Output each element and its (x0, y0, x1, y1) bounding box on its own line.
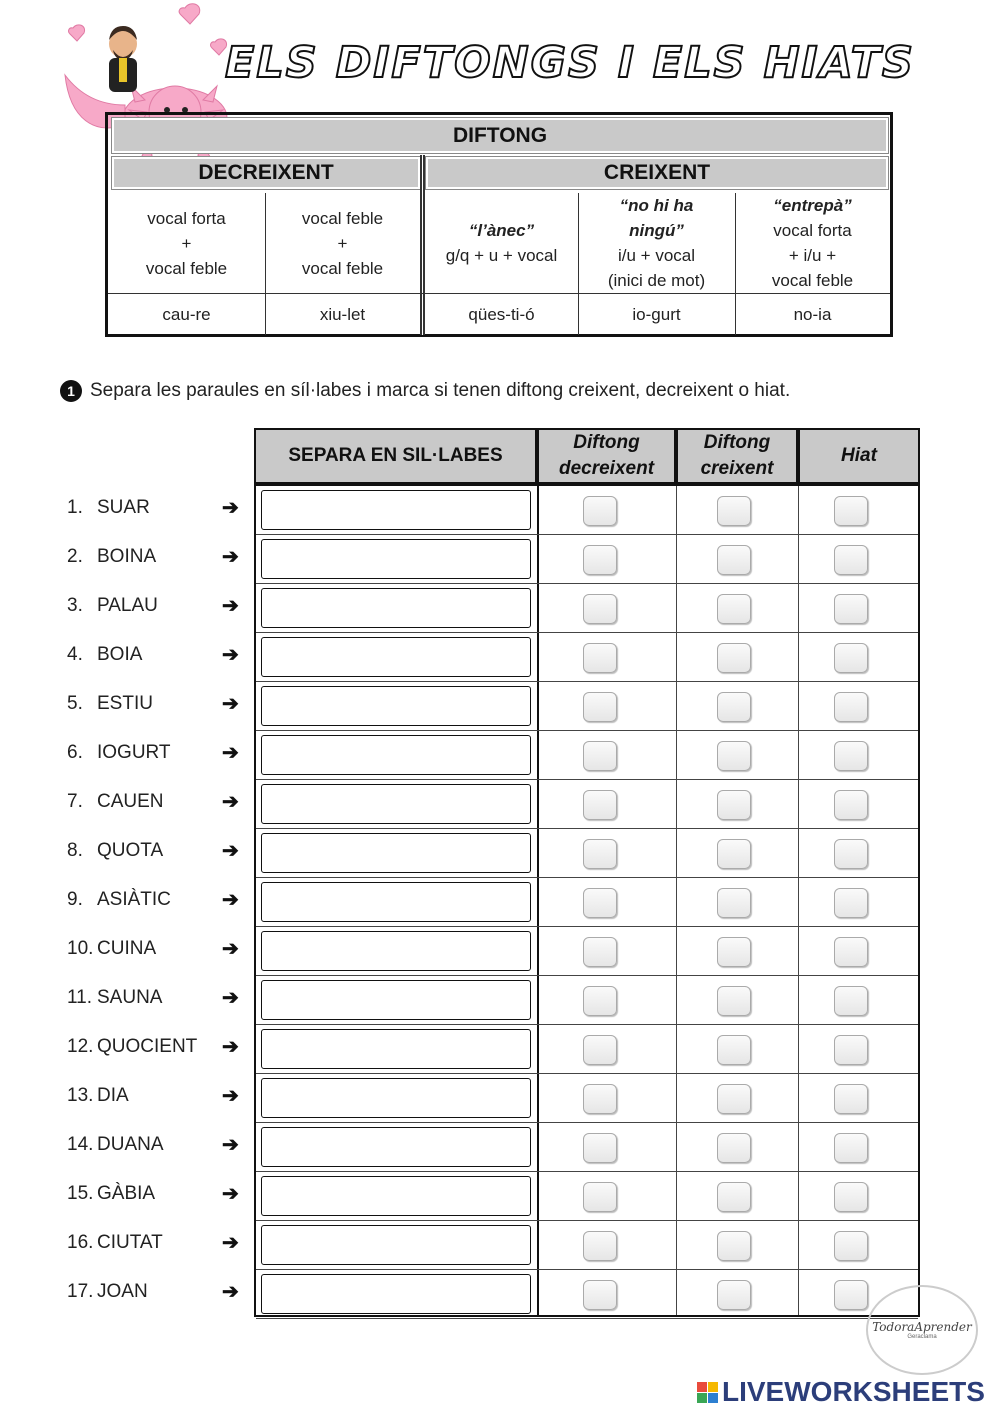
syllable-input[interactable] (261, 539, 531, 579)
syllable-input[interactable] (261, 931, 531, 971)
rule-line: vocal feble (771, 271, 854, 290)
rule-creixent-1 (425, 193, 578, 293)
column-header-label: Diftong creixent (700, 432, 774, 479)
rule-line: vocal feble (301, 258, 384, 278)
arrow-icon: ➔ (222, 693, 239, 715)
word-label (67, 938, 156, 960)
diftong-creixent-checkbox[interactable] (717, 594, 751, 624)
table-row (256, 535, 918, 584)
diftong-creixent-checkbox[interactable] (717, 1035, 751, 1065)
arrow-icon: ➔ (222, 889, 239, 911)
word-number: 12. (67, 1036, 94, 1057)
rule-heading: “entrepà” (773, 196, 852, 215)
table-row (256, 584, 918, 633)
diftong-decreixent-checkbox[interactable] (583, 692, 617, 722)
rule-creixent-3 (735, 193, 890, 293)
hiat-checkbox[interactable] (834, 888, 868, 918)
rule-line: vocal forta (147, 208, 226, 228)
syllable-input[interactable] (261, 1225, 531, 1265)
rule-line: + (337, 233, 348, 253)
table-row (256, 780, 918, 829)
word-number: 4. (67, 644, 83, 665)
rule-decreixent-1 (108, 193, 265, 293)
hiat-checkbox[interactable] (834, 986, 868, 1016)
arrow-icon: ➔ (222, 938, 239, 960)
word-text: BOINA (97, 546, 157, 567)
arrow-icon: ➔ (222, 987, 239, 1009)
rule-line: vocal forta (773, 221, 852, 240)
word-number: 1. (67, 497, 83, 518)
diftong-creixent-checkbox[interactable] (717, 1084, 751, 1114)
diftong-decreixent-checkbox[interactable] (583, 1133, 617, 1163)
arrow-icon: ➔ (222, 1232, 239, 1254)
arrow-icon: ➔ (222, 742, 239, 764)
word-label (67, 840, 163, 862)
arrow-icon: ➔ (222, 595, 239, 617)
rule-decreixent-2 (265, 193, 420, 293)
hiat-checkbox[interactable] (834, 741, 868, 771)
hiat-checkbox[interactable] (834, 1084, 868, 1114)
syllable-input[interactable] (261, 686, 531, 726)
instruction (60, 380, 790, 402)
table-row (256, 878, 918, 927)
word-label (67, 1134, 164, 1156)
word-number: 7. (67, 791, 83, 812)
diftong-creixent-checkbox[interactable] (717, 937, 751, 967)
syllable-input[interactable] (261, 1127, 531, 1167)
table-row (256, 829, 918, 878)
table-row (256, 1172, 918, 1221)
hiat-checkbox[interactable] (834, 790, 868, 820)
arrow-icon: ➔ (222, 1183, 239, 1205)
table-row (256, 927, 918, 976)
hiat-checkbox[interactable] (834, 1035, 868, 1065)
word-number: 3. (67, 595, 83, 616)
creixent-header: CREIXENT (426, 157, 888, 189)
table-row (256, 1074, 918, 1123)
word-label (67, 889, 171, 911)
rule-line: + i/u + (788, 246, 837, 265)
word-number: 5. (67, 693, 83, 714)
word-label (67, 1281, 148, 1303)
diftong-creixent-checkbox[interactable] (717, 545, 751, 575)
word-text: QUOCIENT (97, 1036, 198, 1057)
rule-line: (inici de mot) (607, 271, 706, 290)
brand-logo (697, 1376, 985, 1408)
author-stamp (866, 1285, 978, 1375)
hiat-checkbox[interactable] (834, 1133, 868, 1163)
diftong-creixent-checkbox[interactable] (717, 986, 751, 1016)
column-header-syllables: SEPARA EN SIL·LABES (254, 428, 537, 484)
diftong-decreixent-checkbox[interactable] (583, 1280, 617, 1310)
diftong-creixent-checkbox[interactable] (717, 692, 751, 722)
hiat-checkbox[interactable] (834, 692, 868, 722)
word-number: 2. (67, 546, 83, 567)
syllable-input[interactable] (261, 784, 531, 824)
arrow-icon: ➔ (222, 546, 239, 568)
word-number: 15. (67, 1183, 94, 1204)
rule-heading: “l’ànec” (468, 221, 535, 240)
arrow-icon: ➔ (222, 840, 239, 862)
word-text: CUINA (97, 938, 157, 959)
syllable-input[interactable] (261, 588, 531, 628)
word-text: IOGURT (97, 742, 171, 763)
word-text: PALAU (97, 595, 158, 616)
word-label (67, 644, 142, 666)
instruction-number: 1 (60, 380, 82, 402)
arrow-icon: ➔ (222, 1134, 239, 1156)
arrow-icon: ➔ (222, 791, 239, 813)
syllable-input[interactable] (261, 637, 531, 677)
rule-line: vocal feble (145, 258, 228, 278)
syllable-input[interactable] (261, 735, 531, 775)
column-header-label: Diftong decreixent (558, 432, 655, 479)
word-text: ASIÀTIC (97, 889, 171, 910)
diftong-decreixent-checkbox[interactable] (583, 1231, 617, 1261)
syllable-input[interactable] (261, 490, 531, 530)
diftong-decreixent-checkbox[interactable] (583, 790, 617, 820)
word-label (67, 1085, 129, 1107)
table-row (256, 976, 918, 1025)
arrow-icon: ➔ (222, 1085, 239, 1107)
table-row (256, 1221, 918, 1270)
syllable-input[interactable] (261, 980, 531, 1020)
table-row (256, 1025, 918, 1074)
hiat-checkbox[interactable] (834, 643, 868, 673)
syllable-input[interactable] (261, 882, 531, 922)
example-cell: io-gurt (632, 304, 681, 324)
rule-line: vocal feble (301, 208, 384, 228)
hiat-checkbox[interactable] (834, 839, 868, 869)
column-header-creixent (676, 428, 798, 484)
diftong-creixent-checkbox[interactable] (717, 790, 751, 820)
example-cell: qües-ti-ó (468, 304, 535, 324)
arrow-icon: ➔ (222, 1281, 239, 1303)
hiat-checkbox[interactable] (834, 1231, 868, 1261)
exercise-table (254, 484, 920, 1317)
column-header-decreixent (537, 428, 676, 484)
brand-icon (697, 1382, 718, 1403)
word-number: 9. (67, 889, 83, 910)
syllable-input[interactable] (261, 1078, 531, 1118)
word-text: DIA (97, 1085, 129, 1106)
table-row (256, 682, 918, 731)
decreixent-header: DECREIXENT (112, 157, 420, 189)
table-row (256, 731, 918, 780)
diftong-header: DIFTONG (112, 118, 888, 153)
word-number: 13. (67, 1085, 94, 1106)
rule-line: g/q + u + vocal (445, 246, 558, 265)
rule-heading: “no hi ha ningú” (619, 196, 694, 240)
stamp-subtext: Geraclama (907, 1334, 937, 1340)
diftong-creixent-checkbox[interactable] (717, 496, 751, 526)
arrow-icon: ➔ (222, 497, 239, 519)
word-label (67, 1183, 155, 1205)
word-text: JOAN (97, 1281, 148, 1302)
syllable-input[interactable] (261, 1274, 531, 1314)
word-label (67, 791, 164, 813)
word-text: DUANA (97, 1134, 164, 1155)
word-label (67, 1036, 197, 1058)
table-row (256, 633, 918, 682)
word-text: SUAR (97, 497, 150, 518)
diftong-creixent-checkbox[interactable] (717, 643, 751, 673)
word-number: 10. (67, 938, 94, 959)
diftong-decreixent-checkbox[interactable] (583, 496, 617, 526)
diftong-creixent-checkbox[interactable] (717, 1280, 751, 1310)
word-text: BOIA (97, 644, 143, 665)
word-number: 11. (67, 987, 93, 1008)
word-text: GÀBIA (97, 1183, 156, 1204)
diftong-decreixent-checkbox[interactable] (583, 839, 617, 869)
diftong-decreixent-checkbox[interactable] (583, 545, 617, 575)
rule-line: + (181, 233, 192, 253)
syllable-input[interactable] (261, 1029, 531, 1069)
diftong-decreixent-checkbox[interactable] (583, 888, 617, 918)
diftong-creixent-checkbox[interactable] (717, 1182, 751, 1212)
reference-table (105, 112, 893, 337)
rule-line: i/u + vocal (617, 246, 695, 265)
example-cell: no-ia (793, 304, 832, 324)
word-label (67, 693, 153, 715)
rule-creixent-2 (578, 193, 735, 293)
word-text: ESTIU (97, 693, 153, 714)
hiat-checkbox[interactable] (834, 1280, 868, 1310)
diftong-decreixent-checkbox[interactable] (583, 1182, 617, 1212)
diftong-decreixent-checkbox[interactable] (583, 937, 617, 967)
hiat-checkbox[interactable] (834, 937, 868, 967)
word-number: 16. (67, 1232, 94, 1253)
brand-name: LIVEWORKSHEETS (722, 1376, 985, 1407)
column-header-hiat: Hiat (798, 428, 920, 484)
word-text: SAUNA (97, 987, 163, 1008)
word-label (67, 595, 158, 617)
syllable-input[interactable] (261, 1176, 531, 1216)
example-cell: xiu-let (319, 304, 366, 324)
diftong-decreixent-checkbox[interactable] (583, 594, 617, 624)
word-number: 6. (67, 742, 83, 763)
table-row (256, 1123, 918, 1172)
diftong-creixent-checkbox[interactable] (717, 741, 751, 771)
word-label (67, 987, 162, 1009)
table-row (256, 486, 918, 535)
syllable-input[interactable] (261, 833, 531, 873)
arrow-icon: ➔ (222, 1036, 239, 1058)
diftong-decreixent-checkbox[interactable] (583, 741, 617, 771)
stamp-text: TodoraAprender (872, 1320, 972, 1334)
diftong-creixent-checkbox[interactable] (717, 888, 751, 918)
diftong-creixent-checkbox[interactable] (717, 1231, 751, 1261)
diftong-creixent-checkbox[interactable] (717, 1133, 751, 1163)
diftong-creixent-checkbox[interactable] (717, 839, 751, 869)
instruction-text: Separa les paraules en síl·labes i marca si tenen diftong creixent, decreixent o hiat. (90, 380, 791, 401)
hiat-checkbox[interactable] (834, 496, 868, 526)
diftong-decreixent-checkbox[interactable] (583, 1035, 617, 1065)
word-number: 17. (67, 1281, 94, 1302)
word-label (67, 742, 171, 764)
diftong-decreixent-checkbox[interactable] (583, 643, 617, 673)
word-label (67, 546, 156, 568)
word-text: CIUTAT (97, 1232, 163, 1253)
word-label (67, 1232, 163, 1254)
word-text: CAUEN (97, 791, 164, 812)
hiat-checkbox[interactable] (834, 545, 868, 575)
example-cell: cau-re (162, 304, 211, 324)
table-row (256, 1270, 918, 1319)
word-number: 14. (67, 1134, 94, 1155)
hiat-checkbox[interactable] (834, 594, 868, 624)
arrow-icon: ➔ (222, 644, 239, 666)
page-title: ELS DIFTONGS I ELS HIATS (225, 38, 916, 88)
word-number: 8. (67, 840, 83, 861)
diftong-decreixent-checkbox[interactable] (583, 1084, 617, 1114)
diftong-decreixent-checkbox[interactable] (583, 986, 617, 1016)
word-text: QUOTA (97, 840, 164, 861)
hiat-checkbox[interactable] (834, 1182, 868, 1212)
word-label (67, 497, 150, 519)
